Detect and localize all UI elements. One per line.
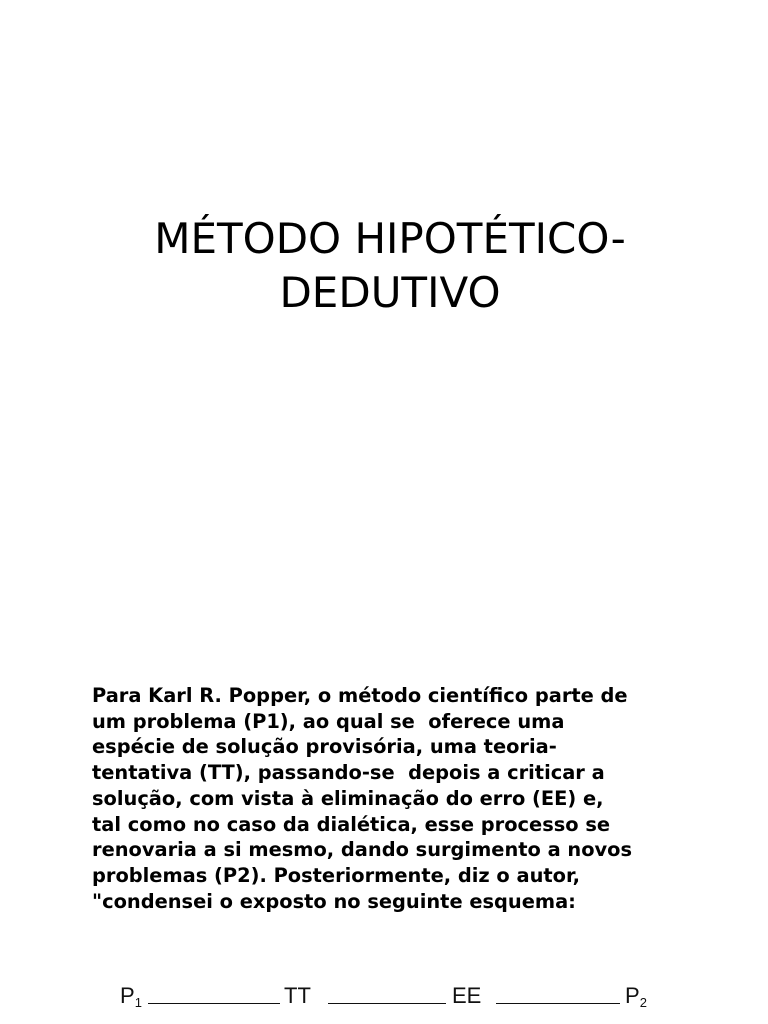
scheme-tt: TT bbox=[284, 983, 311, 1008]
paragraph-line: renovaria a si mesmo, dando surgimento a novos bbox=[92, 838, 633, 862]
scheme-connector-line bbox=[496, 1003, 620, 1004]
scheme-p2: $P_2$ bbox=[625, 983, 647, 1010]
title-line-2: DEDUTIVO bbox=[279, 268, 501, 317]
popper-paragraph bbox=[92, 683, 712, 914]
scheme-p1: $P_1$ bbox=[120, 983, 142, 1010]
paragraph-line: tentativa (TT), passando-se depois a criticar a bbox=[92, 761, 605, 785]
paragraph-line: solução, com vista à eliminação do erro (EE) e, bbox=[92, 786, 604, 810]
scheme-ee: EE bbox=[452, 983, 482, 1008]
paragraph-line: espécie de solução provisória, uma teoria- bbox=[92, 735, 557, 759]
paragraph-line: problemas (P2). Posteriormente, diz o autor, bbox=[92, 863, 581, 887]
paragraph-line: Para Karl R. Popper, o método científico parte de bbox=[92, 684, 628, 707]
paragraph-line: um problema (P1), ao qual se oferece uma bbox=[92, 709, 565, 733]
scheme-connector-line bbox=[328, 1003, 446, 1004]
scheme-connector-line bbox=[148, 1003, 280, 1004]
document-title bbox=[0, 212, 768, 320]
paragraph-line: tal como no caso da dialética, esse processo se bbox=[92, 812, 611, 836]
paragraph-line: "condensei o exposto no seguinte esquema: bbox=[92, 889, 576, 913]
title-line-1: MÉTODO HIPOTÉTICO- bbox=[154, 214, 626, 263]
